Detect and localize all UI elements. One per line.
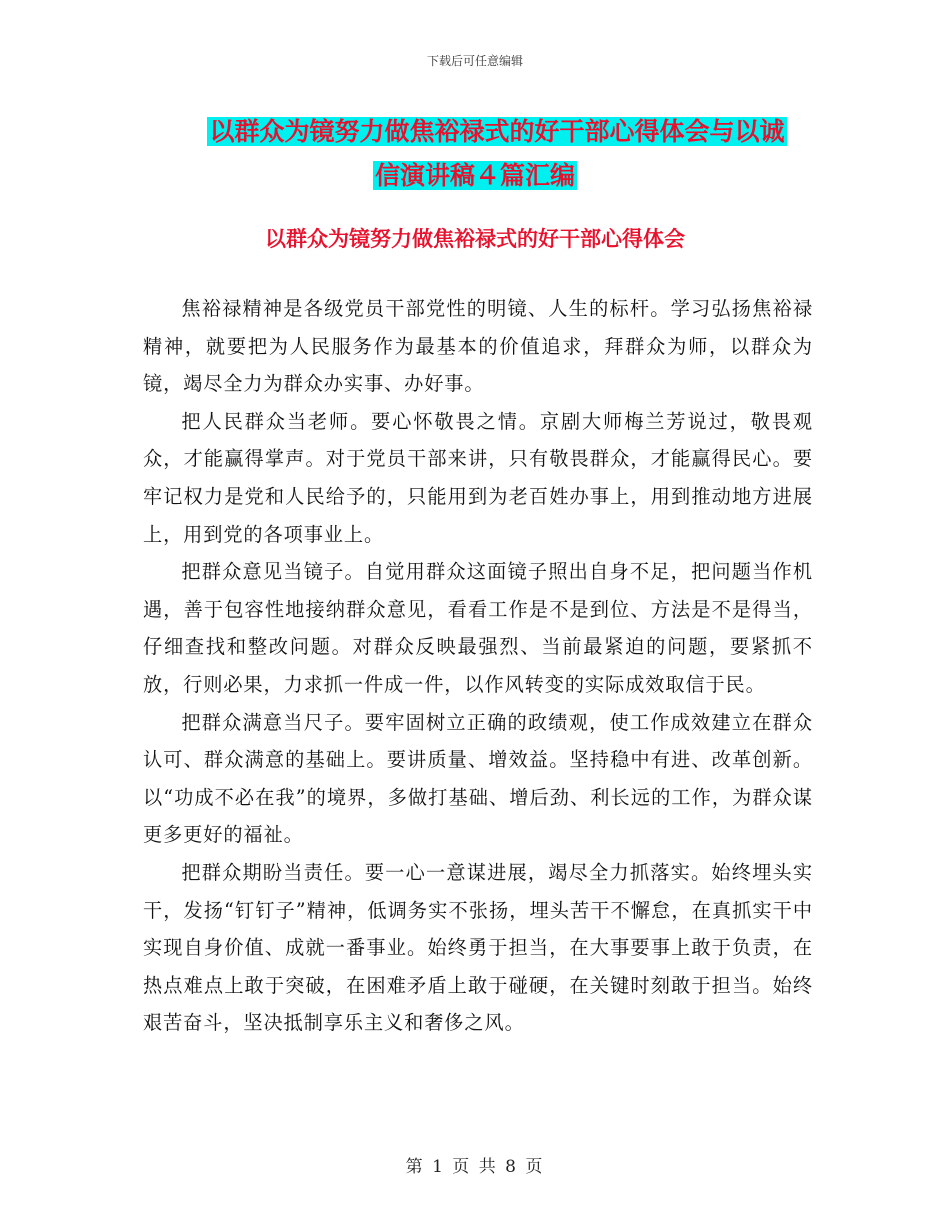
paragraph: 把人民群众当老师。要心怀敬畏之情。京剧大师梅兰芳说过，敬畏观众，才能赢得掌声。对于党员干部来讲，只有敬畏群众，才能赢得民心。要牢记权力是党和人民给予的，只能用到为老百姓办事上，用到推动地方进展上，用到党的各项事业上。 (143, 409, 813, 546)
page-header-note: 下载后可任意编辑 (426, 54, 523, 68)
document-body (143, 290, 813, 1042)
paragraph: 把群众期盼当责任。要一心一意谋进展，竭尽全力抓落实。始终埋头实干，发扬“钉钉子”精神，低调务实不张扬，埋头苦干不懈怠，在真抓实干中实现自身价值、成就一番事业。始终勇于担当，在大事要事上敢于负责，在热点难点上敢于突破，在困难矛盾上敢于碰硬，在关键时刻敢于担当。始终艰苦奋斗，坚决抵制享乐主义和奢侈之风。 (143, 860, 813, 1035)
paragraph: 焦裕禄精神是各级党员干部党性的明镜、人生的标杆。学习弘扬焦裕禄精神，就要把为人民服务作为最基本的价值追求，拜群众为师，以群众为镜，竭尽全力为群众办实事、办好事。 (143, 297, 813, 396)
page-number-footer: 第 1 页 共 8 页 (405, 1157, 545, 1177)
document-title-line-2 (0, 154, 950, 198)
paragraph: 把群众满意当尺子。要牢固树立正确的政绩观，使工作成效建立在群众认可、群众满意的基础上。要讲质量、增效益。坚持稳中有进、改革创新。以“功成不必在我”的境界，多做打基础、增后劲、利长远的工作，为群众谋更多更好的福祉。 (143, 710, 813, 847)
section-title: 以群众为镜努力做焦裕禄式的好干部心得体会 (265, 227, 685, 251)
document-title-line-1 (0, 110, 950, 154)
document-title-text-2: 信演讲稿４篇汇编 (374, 161, 575, 190)
paragraph: 把群众意见当镜子。自觉用群众这面镜子照出自身不足，把问题当作机遇，善于包容性地接纳群众意见，看看工作是不是到位、方法是不是得当，仔细查找和整改问题。对群众反映最强烈、当前最紧迫的问题，要紧抓不放，行则必果，力求抓一件成一件，以作风转变的实际成效取信于民。 (143, 560, 813, 696)
document-title-text-1: 以群众为镜努力做焦裕禄式的好干部心得体会与以诚 (209, 117, 785, 146)
